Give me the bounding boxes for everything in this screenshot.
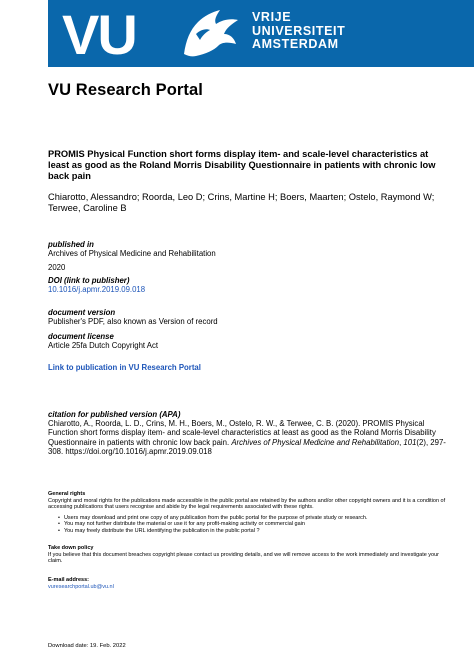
document-license-section: [48, 332, 158, 351]
university-name: [252, 11, 345, 52]
vu-letters: VU: [62, 4, 136, 60]
citation-volume: 101: [403, 437, 417, 447]
general-rights-item-3: • You may freely distribute the URL identifying the publication in the public portal ?: [66, 528, 446, 535]
download-date: Download date: 19. Feb. 2022: [48, 643, 126, 649]
take-down-text: If you believe that this document breaches copyright please contact us providing details, and we will remove access to the work immediately and investigate your claim.: [48, 551, 440, 565]
document-version-label: document version: [48, 308, 116, 317]
doi-label: DOI (link to publisher): [48, 276, 130, 285]
document-version-value: Publisher's PDF, also known as Version of record: [48, 317, 218, 327]
published-in-label: published in: [48, 240, 94, 249]
logo-line-3: AMSTERDAM: [252, 37, 339, 51]
general-rights-item-1: • Users may download and print one copy of any publication from the public portal for the purpose of private study or research.: [66, 515, 446, 522]
citation-part-1: Chiarotto, A., Roorda, L. D., Crins, M. H., Boers, M., Ostelo, R. W., & Terwee, C. B. (2020). PROMIS Physical Function short forms display item- and scale-level characteristics at least as good as the Roland Morris Disability Questionnaire in patients with chronic low back pain.: [48, 419, 436, 447]
portal-publication-link[interactable]: Link to publication in VU Research Portal: [48, 363, 201, 372]
document-version-section: [48, 308, 218, 327]
vu-logo-mark: [60, 4, 180, 60]
university-logo-banner: [48, 0, 474, 67]
logo-line-1: VRIJE: [252, 10, 292, 24]
citation-label: citation for published version (APA): [48, 410, 181, 419]
journal-name: Archives of Physical Medicine and Rehabilitation: [48, 249, 216, 259]
general-rights-item-2: • You may not further distribute the material or use it for any profit-making activity or commercial gain: [66, 521, 446, 528]
take-down-section: [48, 545, 446, 565]
general-rights-section: [48, 491, 446, 535]
portal-title: VU Research Portal: [48, 81, 203, 99]
document-license-value: Article 25fa Dutch Copyright Act: [48, 341, 159, 351]
citation-separator: ,: [399, 437, 404, 447]
published-in-section: [48, 240, 216, 272]
general-rights-text: Copyright and moral rights for the publications made accessible in the public portal are retained by the authors and/or other copyright owners and it is a condition of accessing publications that users recognise and abide by the legal requirements associated with these rights.: [48, 497, 446, 511]
paper-title: PROMIS Physical Function short forms display item- and scale-level characteristics at least as good as the Roland Morris Disability Questionnaire in patients with chronic low back pain: [48, 149, 436, 182]
griffin-emblem-icon: [176, 4, 242, 62]
citation-part-2: , 297-308. https://doi.org/10.1016/j.apmr.2019.09.018: [48, 437, 446, 456]
general-rights-list: [48, 515, 446, 535]
email-section: [48, 577, 446, 590]
authors: Chiarotto, Alessandro; Roorda, Leo D; Crins, Martine H; Boers, Maarten; Ostelo, Raymond W; Terwee, Caroline B: [48, 192, 435, 214]
take-down-heading: Take down policy: [48, 545, 94, 551]
email-heading: E-mail address:: [48, 577, 89, 583]
citation-text: [48, 419, 450, 456]
doi-link[interactable]: 10.1016/j.apmr.2019.09.018: [48, 285, 146, 295]
logo-line-2: UNIVERSITEIT: [252, 23, 346, 38]
doi-section: [48, 276, 145, 295]
publication-year: 2020: [48, 262, 66, 272]
email-link[interactable]: vuresearchportal.ub@vu.nl: [48, 583, 114, 590]
document-license-label: document license: [48, 332, 114, 341]
general-rights-heading: General rights: [48, 491, 86, 497]
citation-journal: Archives of Physical Medicine and Rehabilitation: [231, 437, 400, 447]
citation-issue: (2): [416, 437, 426, 447]
